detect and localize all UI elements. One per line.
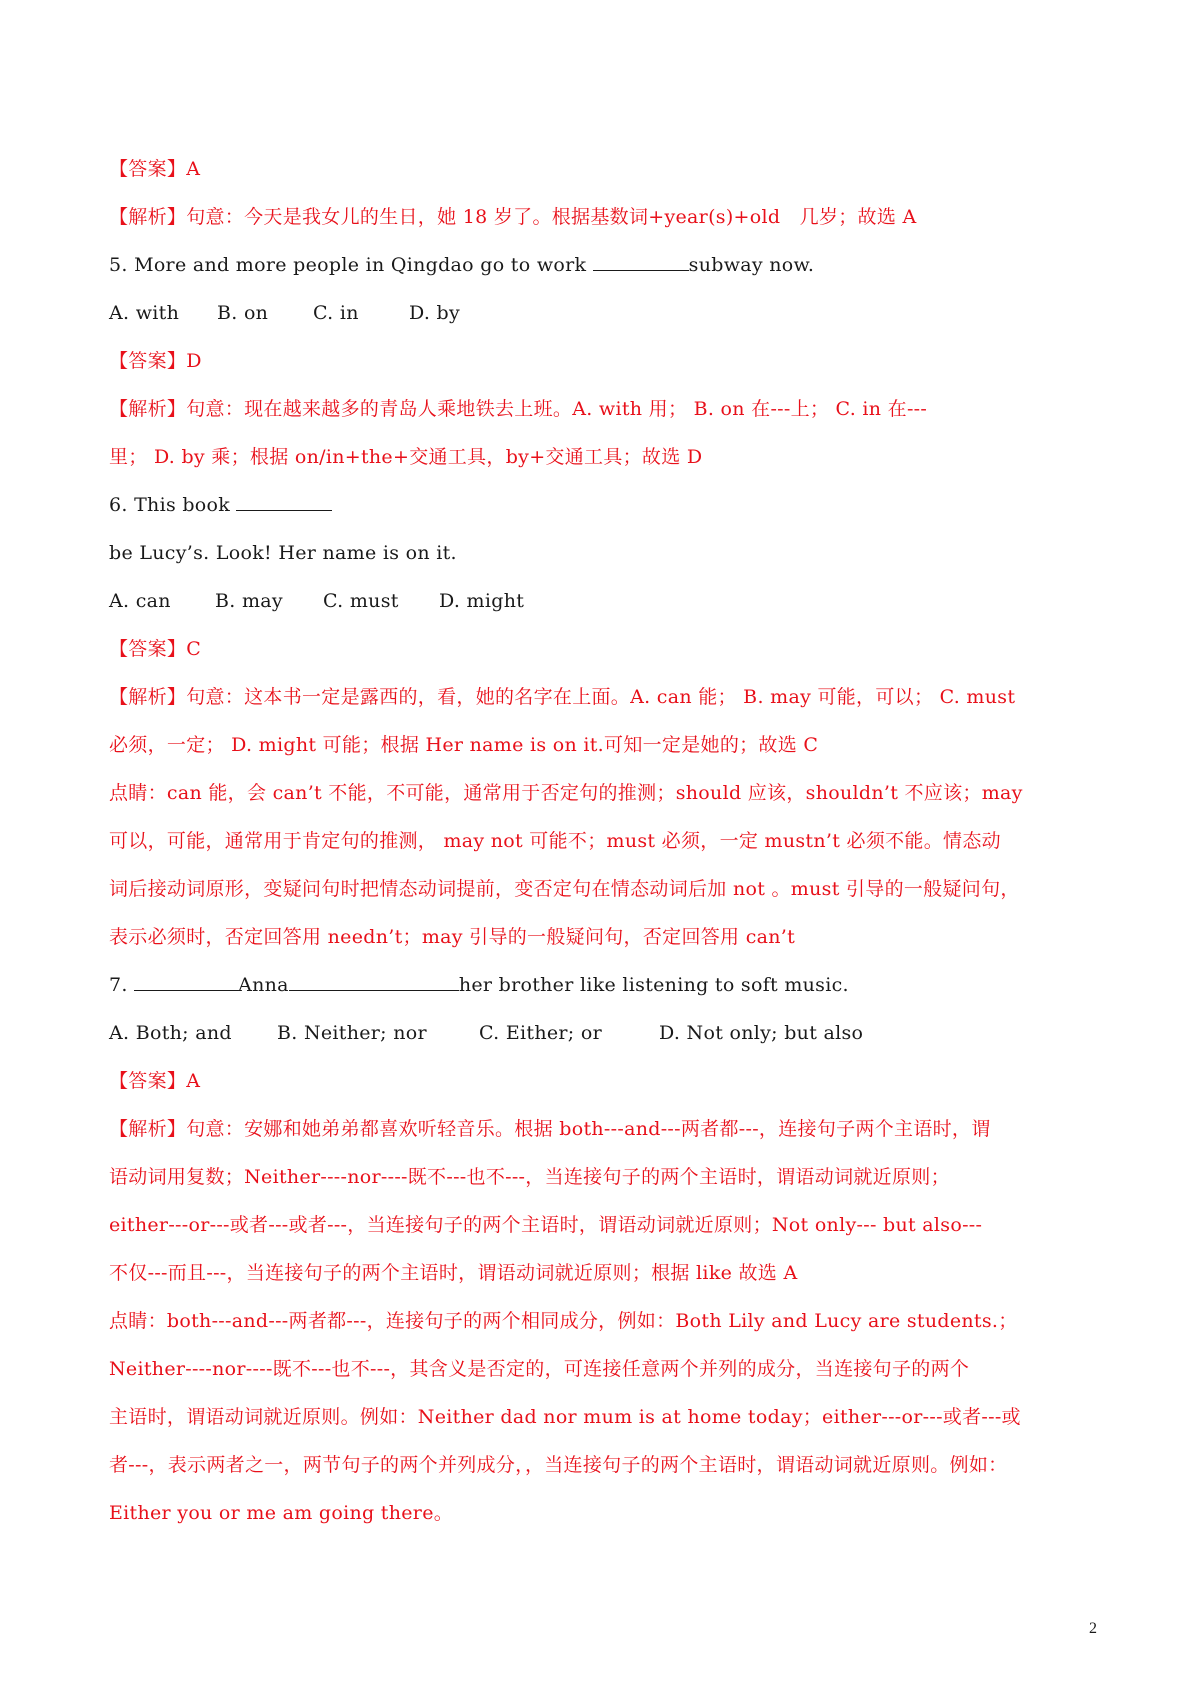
analysis-q7-line4: 不仅---而且---，当连接句子的两个主语时，谓语动词就近原则；根据 like 故选 A bbox=[109, 1262, 798, 1284]
option-d: D. Not only; but also bbox=[659, 1022, 864, 1044]
tip-q6-line1: 点睛：can 能，会 can’t 不能，不可能，通常用于否定句的推测；should 应该，shouldn’t 不应该；may bbox=[109, 782, 1023, 804]
question-5-stem-end: subway now. bbox=[688, 254, 815, 276]
question-5-stem: 5. More and more people in Qingdao go to work bbox=[109, 254, 593, 276]
analysis-q7-line1: 【解析】句意：安娜和她弟弟都喜欢听轻音乐。根据 both---and---两者都---，连接句子两个主语时，谓 bbox=[109, 1118, 991, 1140]
page-number: 2 bbox=[1089, 1620, 1097, 1637]
tip-q6-line3: 词后接动词原形，变疑问句时把情态动词提前，变否定句在情态动词后加 not 。must 引导的一般疑问句， bbox=[109, 878, 1020, 900]
tip-q7-line4: 者---，表示两者之一，两节句子的两个并列成分，，当连接句子的两个主语时，谓语动词就近原则。例如： bbox=[109, 1454, 1008, 1476]
option-b: B. Neither; nor bbox=[277, 1022, 427, 1044]
question-6-continued: be Lucy’s. Look! Her name is on it. bbox=[109, 542, 457, 564]
question-6-options bbox=[109, 588, 1099, 614]
answer-blank bbox=[289, 972, 459, 991]
answer-label-q5: 【答案】D bbox=[109, 350, 202, 372]
option-d: D. by bbox=[409, 302, 461, 324]
tip-q7-line5: Either you or me am going there。 bbox=[109, 1502, 454, 1524]
option-c: C. in bbox=[313, 302, 359, 324]
tip-q6-line4: 表示必须时，否定回答用 needn’t；may 引导的一般疑问句，否定回答用 can’t bbox=[109, 926, 796, 948]
option-b: B. may bbox=[215, 590, 283, 612]
option-a: A. can bbox=[109, 590, 171, 612]
question-6-stem: 6. This book bbox=[109, 494, 237, 516]
question-7-subject: Anna bbox=[238, 974, 289, 996]
option-a: A. with bbox=[109, 302, 180, 324]
tip-q7-line2: Neither----nor----既不---也不---，其含义是否定的，可连接任意两个并列的成分，当连接句子的两个 bbox=[109, 1358, 970, 1380]
analysis-q4: 【解析】句意：今天是我女儿的生日，她 18 岁了。根据基数词+year(s)+old 几岁；故选 A bbox=[109, 206, 917, 228]
option-b: B. on bbox=[217, 302, 269, 324]
question-7-options bbox=[109, 1020, 1099, 1046]
question-7 bbox=[109, 972, 1099, 998]
answer-label-q7: 【答案】A bbox=[109, 1070, 201, 1092]
question-5-options bbox=[109, 300, 1099, 326]
question-7-stem-end: her brother like listening to soft music. bbox=[458, 974, 849, 996]
answer-blank bbox=[236, 492, 332, 511]
analysis-q6-line2: 必须，一定； D. might 可能；根据 Her name is on it.可知一定是她的；故选 C bbox=[109, 734, 819, 756]
question-5 bbox=[109, 252, 1099, 278]
answer-label-q4: 【答案】A bbox=[109, 158, 201, 180]
tip-q7-line1: 点睛：both---and---两者都---，连接句子的两个相同成分，例如：Both Lily and Lucy are students.； bbox=[109, 1310, 1018, 1332]
analysis-q5-line2: 里； D. by 乘；根据 on/in+the+交通工具，by+交通工具；故选 D bbox=[109, 446, 703, 468]
option-a: A. Both; and bbox=[109, 1022, 232, 1044]
question-7-number: 7. bbox=[109, 974, 135, 996]
option-d: D. might bbox=[439, 590, 525, 612]
option-c: C. Either; or bbox=[479, 1022, 602, 1044]
analysis-q6-line1: 【解析】句意：这本书一定是露西的，看，她的名字在上面。A. can 能； B. may 可能，可以； C. must bbox=[109, 686, 1016, 708]
analysis-q7-line3: either---or---或者---或者---，当连接句子的两个主语时，谓语动词就近原则；Not only--- but also--- bbox=[109, 1214, 983, 1236]
question-6 bbox=[109, 492, 1099, 518]
answer-blank bbox=[134, 972, 238, 991]
tip-q7-line3: 主语时，谓语动词就近原则。例如：Neither dad nor mum is at home today；either---or---或者---或 bbox=[109, 1406, 1021, 1428]
analysis-q5-line1: 【解析】句意：现在越来越多的青岛人乘地铁去上班。A. with 用； B. on 在---上； C. in 在--- bbox=[109, 398, 928, 420]
answer-label-q6: 【答案】C bbox=[109, 638, 202, 660]
tip-q6-line2: 可以，可能，通常用于肯定句的推测， may not 可能不；must 必须，一定 mustn’t 必须不能。情态动 bbox=[109, 830, 1001, 852]
analysis-q7-line2: 语动词用复数；Neither----nor----既不---也不---，当连接句子的两个主语时，谓语动词就近原则； bbox=[109, 1166, 950, 1188]
answer-blank bbox=[593, 252, 689, 271]
option-c: C. must bbox=[323, 590, 399, 612]
